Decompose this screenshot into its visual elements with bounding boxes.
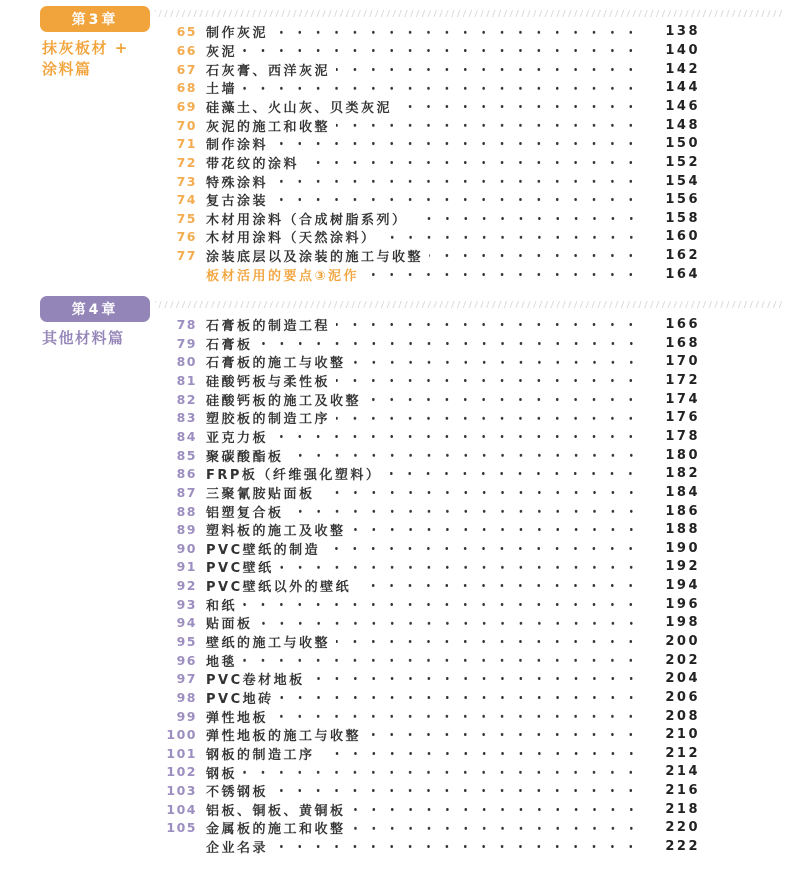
toc-row	[155, 190, 700, 209]
toc-row	[155, 134, 700, 153]
toc-row	[155, 800, 700, 819]
toc-item-number: 70	[176, 117, 197, 133]
toc-row	[155, 707, 700, 726]
toc-item-number: 89	[176, 522, 197, 538]
toc-leader-dots	[383, 228, 640, 247]
toc-item-page: 186	[665, 503, 700, 519]
toc-item-page: 190	[665, 540, 700, 556]
toc-leader-dots	[352, 819, 640, 838]
toc-item-title: 弹性地板的施工与收整	[206, 729, 362, 745]
toc-item-title: 硅酸钙板的施工及收整	[206, 393, 362, 409]
toc-row	[155, 725, 700, 744]
toc-item-number: 73	[176, 173, 197, 189]
toc-leader-dots	[280, 558, 640, 577]
toc-item-title: 壁纸的施工与收整	[206, 636, 331, 652]
toc-item-page: 150	[665, 136, 700, 152]
toc-leader-dots	[290, 502, 640, 521]
toc-leader-dots	[336, 371, 640, 390]
toc-item-title: 贴面板	[206, 617, 253, 633]
toc-row	[155, 744, 700, 763]
toc-leader-dots	[290, 446, 640, 465]
toc-item-number: 78	[176, 317, 197, 333]
toc-row	[155, 427, 700, 446]
toc-item-number: 74	[176, 192, 197, 208]
toc-row	[155, 632, 700, 651]
decorative-hatch-band	[155, 301, 782, 308]
toc-item-title: 亚克力板	[206, 430, 269, 446]
toc-item-number: 86	[176, 466, 197, 482]
toc-item-title: 石膏板的施工与收整	[206, 356, 346, 372]
toc-item-page: 196	[665, 596, 700, 612]
toc-item-number: 76	[176, 229, 197, 245]
toc-leader-dots	[259, 614, 640, 633]
toc-row	[155, 464, 700, 483]
toc-item-page: 210	[665, 727, 700, 743]
toc-item-title: 制作涂料	[206, 138, 269, 154]
toc-row	[155, 614, 700, 633]
toc-leader-dots	[336, 60, 640, 79]
toc-row	[155, 763, 700, 782]
toc-item-page: 142	[665, 61, 700, 77]
toc-row	[155, 97, 700, 116]
toc-item-number: 66	[176, 43, 197, 59]
toc-item-page: 152	[665, 154, 700, 170]
toc-row	[155, 483, 700, 502]
toc-leader-dots	[274, 172, 640, 191]
toc-leader-dots	[336, 632, 640, 651]
toc-item-page: 138	[665, 24, 700, 40]
toc-item-number: 88	[176, 503, 197, 519]
toc-leader-dots	[243, 41, 640, 60]
toc-item-page: 164	[665, 266, 700, 282]
toc-item-page: 218	[665, 801, 700, 817]
toc-item-title: 弹性地板	[206, 710, 269, 726]
toc-item-number: 67	[176, 61, 197, 77]
toc-item-number: 102	[166, 764, 197, 780]
toc-row	[155, 502, 700, 521]
toc-item-number: 100	[166, 727, 197, 743]
toc-item-number: 68	[176, 80, 197, 96]
toc-leader-dots	[321, 744, 640, 763]
toc-leader-dots	[243, 595, 640, 614]
toc-leader-dots	[243, 763, 640, 782]
toc-item-number: 104	[166, 801, 197, 817]
toc-item-title: 硅藻土、火山灰、贝类灰泥	[206, 100, 393, 116]
toc-row	[155, 669, 700, 688]
toc-row	[155, 353, 700, 372]
toc-leader-dots	[280, 688, 640, 707]
toc-row	[155, 595, 700, 614]
toc-leader-dots	[367, 725, 640, 744]
toc-item-number: 79	[176, 335, 197, 351]
toc-item-page: 214	[665, 764, 700, 780]
toc-leader-dots	[336, 409, 640, 428]
toc-row	[155, 390, 700, 409]
toc-item-title: 复古涂装	[206, 194, 269, 210]
toc-item-page: 220	[665, 820, 700, 836]
toc-leader-dots	[321, 483, 640, 502]
toc-item-title: PVC地砖	[206, 691, 274, 707]
toc-item-page: 140	[665, 43, 700, 59]
toc-item-title: 铝塑复合板	[206, 505, 284, 521]
toc-leader-dots	[357, 576, 640, 595]
toc-item-number: 105	[166, 820, 197, 836]
toc-item-title: 特殊涂料	[206, 175, 269, 191]
toc-item-page: 168	[665, 335, 700, 351]
toc-item-page: 206	[665, 689, 700, 705]
toc-item-page: 148	[665, 117, 700, 133]
toc-row	[155, 781, 700, 800]
toc-row	[155, 576, 700, 595]
toc-row	[155, 651, 700, 670]
chapter4-toc-list	[155, 315, 700, 856]
toc-row	[155, 837, 700, 856]
toc-item-page: 154	[665, 173, 700, 189]
toc-item-number: 99	[176, 708, 197, 724]
chapter-title-line: 其他材料篇	[42, 329, 125, 347]
toc-leader-dots	[336, 116, 640, 135]
toc-row	[155, 60, 700, 79]
toc-leader-dots	[367, 390, 640, 409]
toc-item-title: 地毯	[206, 654, 238, 670]
toc-item-title: 灰泥的施工和收整	[206, 119, 331, 135]
toc-item-page: 208	[665, 708, 700, 724]
toc-item-number: 82	[176, 391, 197, 407]
toc-row	[155, 819, 700, 838]
toc-item-title: FRP板（纤维强化塑料）	[206, 468, 382, 484]
toc-row	[155, 153, 700, 172]
toc-leader-dots	[274, 23, 640, 42]
toc-item-title: 石膏板的制造工程	[206, 319, 331, 335]
toc-row	[155, 688, 700, 707]
toc-item-title: 带花纹的涂料	[206, 156, 300, 172]
toc-item-number: 75	[176, 210, 197, 226]
toc-item-title: 钢板	[206, 766, 238, 782]
toc-leader-dots	[274, 427, 640, 446]
toc-item-number: 96	[176, 652, 197, 668]
chapter4-badge: 第4章	[40, 296, 150, 322]
toc-item-page: 212	[665, 745, 700, 761]
toc-item-number: 77	[176, 248, 197, 264]
toc-item-number: 69	[176, 98, 197, 114]
toc-item-title: 硅酸钙板与柔性板	[206, 375, 331, 391]
toc-leader-dots	[311, 669, 640, 688]
toc-row	[155, 315, 700, 334]
toc-item-page: 192	[665, 559, 700, 575]
toc-item-number: 92	[176, 578, 197, 594]
toc-item-title: 灰泥	[206, 45, 238, 61]
toc-item-number: 80	[176, 354, 197, 370]
chapter-title-line: 涂料篇	[42, 60, 92, 78]
toc-leader-dots	[305, 153, 640, 172]
toc-item-page: 174	[665, 391, 700, 407]
chapter-title-line: 抹灰板材 +	[42, 39, 129, 57]
toc-item-title: 和纸	[206, 598, 238, 614]
toc-item-page: 222	[665, 839, 700, 855]
toc-item-title: 钢板的制造工序	[206, 747, 315, 763]
toc-item-page: 162	[665, 248, 700, 264]
toc-leader-dots	[274, 134, 640, 153]
toc-item-page: 170	[665, 354, 700, 370]
toc-item-number: 65	[176, 24, 197, 40]
toc-item-page: 146	[665, 98, 700, 114]
toc-leader-dots	[352, 520, 640, 539]
toc-item-title: 塑料板的施工及收整	[206, 524, 346, 540]
toc-leader-dots	[398, 97, 640, 116]
toc-row	[155, 41, 700, 60]
toc-item-number: 94	[176, 615, 197, 631]
toc-item-title: 板材活用的要点③泥作	[206, 268, 360, 284]
toc-item-title: 铝板、铜板、黄铜板	[206, 803, 346, 819]
toc-item-number: 90	[176, 540, 197, 556]
toc-item-page: 182	[665, 466, 700, 482]
toc-leader-dots	[387, 464, 640, 483]
toc-item-number: 81	[176, 373, 197, 389]
toc-item-title: 制作灰泥	[206, 26, 269, 42]
toc-item-number: 101	[166, 745, 197, 761]
toc-leader-dots	[274, 781, 640, 800]
toc-item-title: 涂装底层以及涂装的施工与收整	[206, 250, 424, 266]
toc-leader-dots	[243, 79, 640, 98]
toc-item-title: PVC壁纸的制造	[206, 542, 321, 558]
toc-item-title: PVC壁纸以外的壁纸	[206, 580, 352, 596]
toc-leader-dots	[336, 315, 640, 334]
toc-leader-dots	[274, 837, 640, 856]
toc-item-title: PVC壁纸	[206, 561, 274, 577]
toc-item-number: 83	[176, 410, 197, 426]
toc-item-number: 84	[176, 428, 197, 444]
toc-row	[155, 558, 700, 577]
toc-leader-dots	[326, 539, 640, 558]
toc-row	[155, 116, 700, 135]
toc-item-number: 98	[176, 689, 197, 705]
chapter3-badge: 第3章	[40, 6, 150, 32]
toc-leader-dots	[274, 707, 640, 726]
toc-item-page: 200	[665, 634, 700, 649]
toc-row	[155, 79, 700, 98]
toc-leader-dots	[274, 190, 640, 209]
toc-item-page: 194	[665, 578, 700, 594]
toc-item-title: 不锈钢板	[206, 785, 269, 801]
toc-row	[155, 371, 700, 390]
toc-item-page: 166	[665, 317, 700, 333]
toc-item-title: PVC卷材地板	[206, 673, 305, 689]
toc-item-page: 158	[665, 210, 700, 226]
toc-item-number: 93	[176, 596, 197, 612]
toc-item-title: 石膏板	[206, 337, 253, 353]
chapter4-title	[42, 328, 125, 349]
toc-leader-dots	[429, 246, 640, 265]
toc-row	[155, 23, 700, 42]
toc-item-page: 176	[665, 410, 700, 426]
toc-item-page: 178	[665, 428, 700, 444]
toc-item-title: 土墙	[206, 82, 238, 98]
toc-item-number: 85	[176, 447, 197, 463]
toc-item-page: 204	[665, 671, 700, 687]
toc-item-page: 188	[665, 522, 700, 538]
toc-row	[155, 334, 700, 353]
toc-row	[155, 228, 700, 247]
toc-item-page: 202	[665, 652, 700, 668]
toc-item-title: 塑胶板的制造工序	[206, 412, 331, 428]
toc-item-page: 216	[665, 783, 700, 799]
toc-leader-dots	[243, 651, 640, 670]
toc-row	[155, 409, 700, 428]
toc-item-title: 木材用涂料（天然涂料）	[206, 231, 377, 247]
toc-item-title: 金属板的施工和收整	[206, 822, 346, 838]
toc-item-title: 木材用涂料（合成树脂系列）	[206, 212, 408, 228]
toc-item-title: 聚碳酸酯板	[206, 449, 284, 465]
chapter3-title	[42, 38, 129, 80]
toc-item-page: 160	[665, 229, 700, 245]
toc-item-number: 72	[176, 154, 197, 170]
toc-row	[155, 520, 700, 539]
toc-row	[155, 172, 700, 191]
toc-item-page: 172	[665, 373, 700, 389]
toc-item-page: 198	[665, 615, 700, 631]
toc-leader-dots	[352, 800, 640, 819]
toc-leader-dots	[259, 334, 640, 353]
chapter3-toc-list	[155, 23, 700, 284]
toc-item-number: 91	[176, 559, 197, 575]
toc-item-page: 184	[665, 484, 700, 500]
toc-item-page: 180	[665, 447, 700, 463]
toc-item-number: 103	[166, 783, 197, 799]
toc-row	[155, 265, 700, 284]
toc-item-number: 97	[176, 671, 197, 687]
toc-item-title: 企业名录	[206, 841, 269, 857]
toc-item-page: 144	[665, 80, 700, 96]
toc-item-number: 71	[176, 136, 197, 152]
toc-item-title: 三聚氰胺贴面板	[206, 486, 315, 502]
toc-row	[155, 446, 700, 465]
toc-row	[155, 209, 700, 228]
toc-item-number: 87	[176, 484, 197, 500]
decorative-hatch-band	[155, 10, 782, 17]
toc-leader-dots	[352, 353, 640, 372]
toc-row	[155, 246, 700, 265]
toc-item-page: 156	[665, 192, 700, 208]
toc-row	[155, 539, 700, 558]
toc-item-title: 石灰膏、西洋灰泥	[206, 63, 331, 79]
toc-leader-dots	[414, 209, 640, 228]
toc-leader-dots	[365, 265, 640, 284]
toc-item-number: 95	[176, 634, 197, 649]
